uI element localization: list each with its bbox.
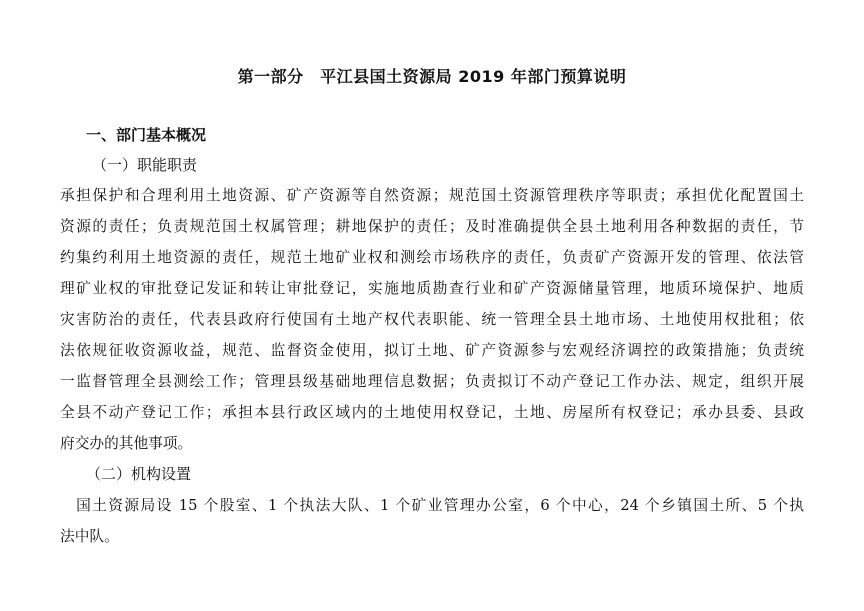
paragraph-line: 理矿业权的审批登记发证和转让审批登记，实施地质勘查行业和矿产资源储量管理，地质环境保护、地质: [60, 280, 804, 297]
subsection-heading-duties: （一）职能职责: [92, 156, 198, 174]
paragraph-line: 法中队。: [60, 528, 119, 545]
subsection-heading-organization: （二）机构设置: [86, 465, 192, 483]
paragraph-line: 府交办的其他事项。: [60, 435, 193, 452]
paragraph-line: 约集约利用土地资源的责任，规范土地矿业权和测绘市场秩序的责任，负责矿产资源开发的管理、依法管: [60, 249, 804, 266]
paragraph-line: 全县不动产登记工作；承担本县行政区域内的土地使用权登记，土地、房屋所有权登记；承办县委、县政: [60, 404, 804, 421]
paragraph-line: 承担保护和合理利用土地资源、矿产资源等自然资源；规范国土资源管理秩序等职责；承担优化配置国土: [60, 187, 804, 204]
document-title: 第一部分 平江县国土资源局 2019 年部门预算说明: [237, 67, 627, 86]
paragraph-line: 国土资源局设 15 个股室、1 个执法大队、1 个矿业管理办公室，6 个中心，24 个乡镇国土所、5 个执: [60, 497, 804, 514]
paragraph-line: 法依规征收资源收益，规范、监督资金使用，拟订土地、矿产资源参与宏观经济调控的政策措施；负责统: [60, 342, 804, 359]
paragraph-line: 一监督管理全县测绘工作；管理县级基础地理信息数据；负责拟订不动产登记工作办法、规定，组织开展: [60, 373, 804, 390]
paragraph-line: 资源的责任；负责规范国土权属管理；耕地保护的责任；及时准确提供全县土地利用各种数据的责任，节: [60, 218, 804, 235]
paragraph-line: 灾害防治的责任，代表县政府行使国有土地产权代表职能、统一管理全县土地市场、土地使用权批租；依: [60, 311, 804, 328]
section-heading-overview: 一、部门基本概况: [86, 126, 207, 144]
